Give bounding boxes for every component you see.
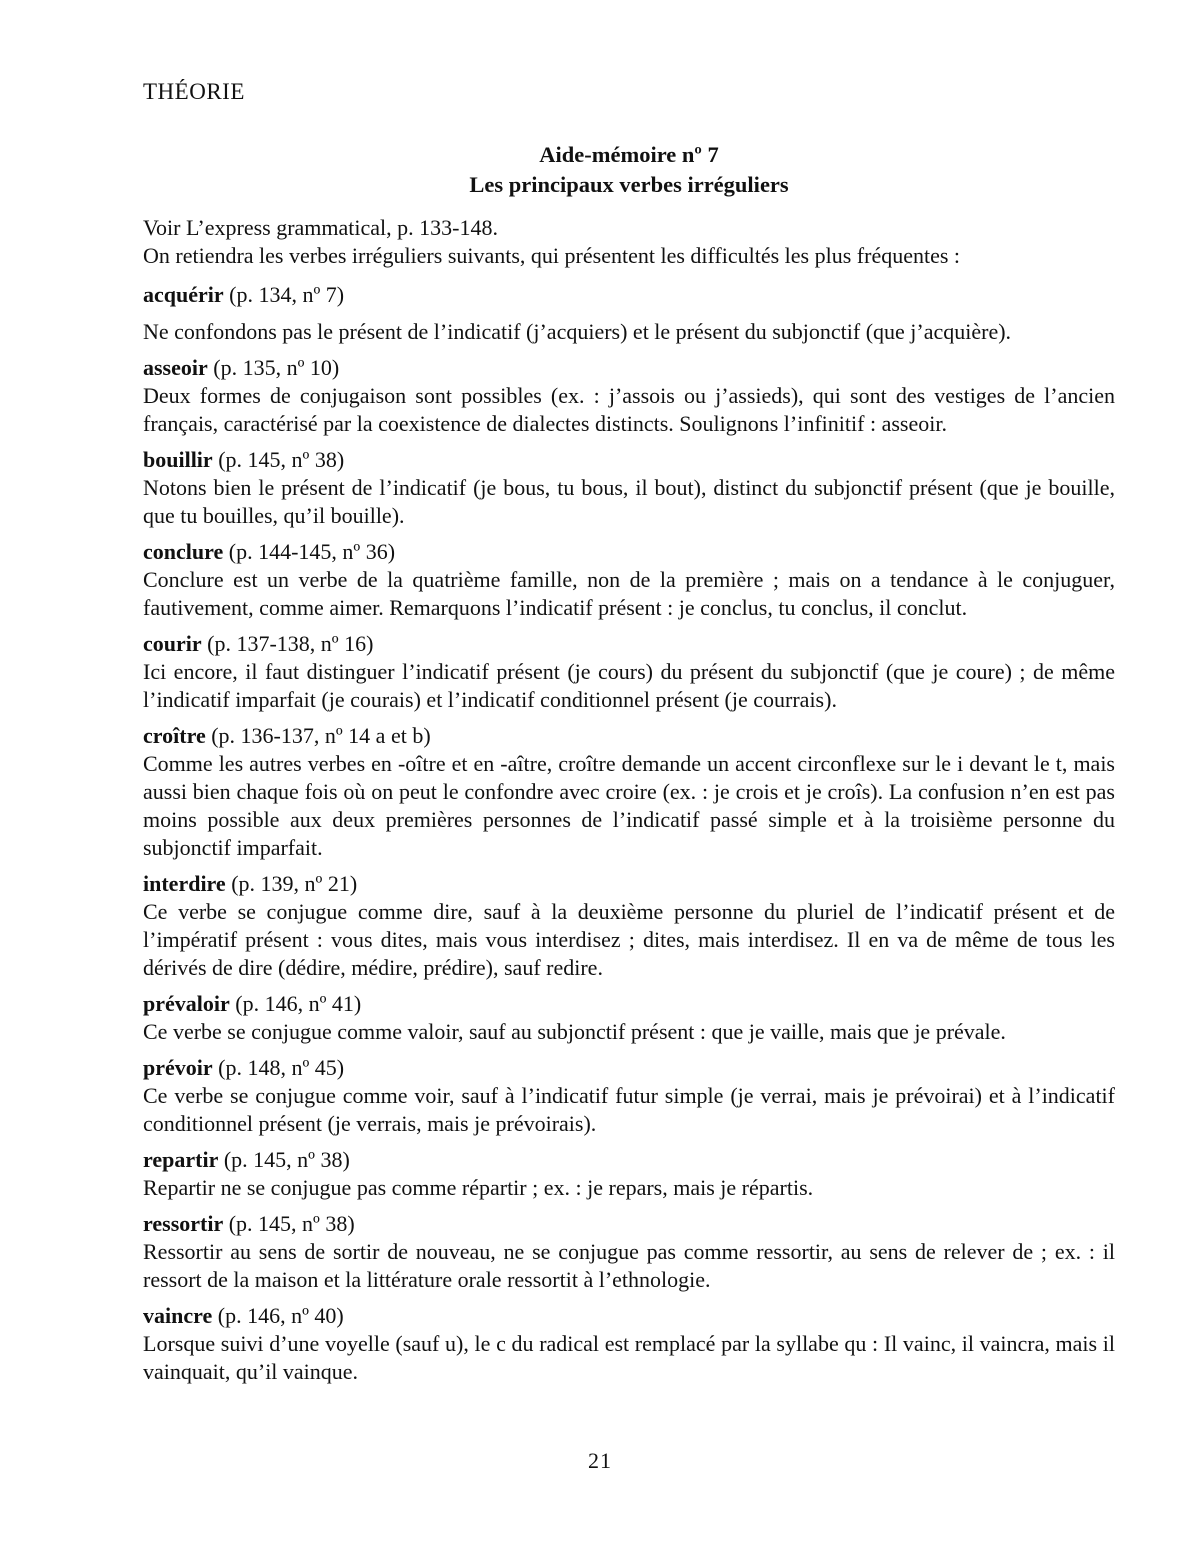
page-reference: (p. 148, nº 45)	[218, 1055, 345, 1081]
entry-heading	[143, 721, 1115, 750]
verb-name: bouillir	[143, 447, 213, 473]
entry-text: Lorsque suivi d’une voyelle (sauf u), le c du radical est remplacé par la syllabe qu : Il vainc, il vaincra, mais il vainquait, qu’il vainque.	[143, 1331, 1115, 1385]
entry-heading	[143, 1053, 1115, 1082]
verb-entry	[143, 280, 1115, 346]
verb-entry	[143, 353, 1115, 438]
verb-name: conclure	[143, 539, 224, 565]
intro-paragraph	[143, 214, 1115, 270]
verb-name: acquérir	[143, 282, 224, 308]
verb-entry	[143, 1053, 1115, 1138]
entry-text: Comme les autres verbes en -oître et en -aître, croître demande un accent circonflexe sur le i devant le t, mais aussi bien chaque fois où on peut le confondre avec croire (ex. : je crois et je croîs). La confusion n’en est pas moins possible aux deux premières personnes de l’indicatif passé simple et à la troisième personne du subjonctif imparfait.	[143, 751, 1115, 861]
page-reference: (p. 137-138, nº 16)	[207, 631, 374, 657]
title-line-2: Les principaux verbes irréguliers	[469, 171, 789, 197]
page-reference: (p. 146, nº 40)	[217, 1303, 344, 1329]
entry-heading	[143, 629, 1115, 658]
entry-text: Deux formes de conjugaison sont possibles (ex. : j’assois ou j’assieds), qui sont des vestiges de l’ancien français, caractérisé par la coexistence de dialectes distincts. Soulignons l’infinitif : asseoir.	[143, 383, 1115, 437]
verb-name: prévoir	[143, 1055, 213, 1081]
document-page	[143, 78, 1115, 1386]
entry-heading	[143, 1209, 1115, 1238]
entry-heading	[143, 1301, 1115, 1330]
intro-line-1: Voir L’express grammatical, p. 133-148.	[143, 215, 498, 241]
entry-heading	[143, 353, 1115, 382]
title-block	[143, 140, 1115, 201]
verb-name: croître	[143, 723, 206, 749]
entry-text: Ce verbe se conjugue comme voir, sauf à l’indicatif futur simple (je verrai, mais je prévoirai) et à l’indicatif conditionnel présent (je verrais, mais je prévoirais).	[143, 1083, 1115, 1137]
verb-name: courir	[143, 631, 202, 657]
entry-text: Notons bien le présent de l’indicatif (je bous, tu bous, il bout), distinct du subjonctif présent (que je bouille, que tu bouilles, qu’il bouille).	[143, 475, 1115, 529]
page-reference: (p. 134, nº 7)	[229, 282, 345, 308]
page-reference: (p. 144-145, nº 36)	[228, 539, 396, 565]
entry-heading	[143, 869, 1115, 898]
verb-name: repartir	[143, 1147, 219, 1173]
entry-text: Ce verbe se conjugue comme dire, sauf à la deuxième personne du pluriel de l’indicatif présent et de l’impératif présent : vous dites, mais vous interdisez ; dites, mais interdisez. Il en va de même de tous les dérivés de dire (dédire, médire, prédire), sauf redire.	[143, 899, 1115, 981]
verb-entry	[143, 445, 1115, 530]
verb-entry	[143, 989, 1115, 1046]
verb-entry	[143, 1301, 1115, 1386]
entry-heading	[143, 445, 1115, 474]
verb-name: ressortir	[143, 1211, 224, 1237]
verb-name: prévaloir	[143, 991, 230, 1017]
verb-name: asseoir	[143, 355, 208, 381]
entry-heading	[143, 280, 1115, 309]
entry-heading	[143, 537, 1115, 566]
entry-text: Ce verbe se conjugue comme valoir, sauf au subjonctif présent : que je vaille, mais que je prévale.	[143, 1019, 1006, 1045]
title-line-1: Aide-mémoire nº 7	[539, 141, 719, 167]
verb-name: vaincre	[143, 1303, 213, 1329]
page-reference: (p. 145, nº 38)	[223, 1147, 350, 1173]
verb-entry	[143, 629, 1115, 714]
verb-entry	[143, 721, 1115, 862]
verb-name: interdire	[143, 871, 226, 897]
entry-text: Ne confondons pas le présent de l’indicatif (j’acquiers) et le présent du subjonctif (que j’acquière).	[143, 319, 1012, 345]
verb-entry	[143, 1145, 1115, 1202]
verb-entry	[143, 1209, 1115, 1294]
page-number: 21	[588, 1448, 612, 1473]
page-reference: (p. 136-137, nº 14 a et b)	[211, 723, 431, 749]
verb-entry	[143, 537, 1115, 622]
verb-entry	[143, 869, 1115, 982]
intro-line-2: On retiendra les verbes irréguliers suivants, qui présentent les difficultés les plus fréquentes :	[143, 243, 961, 269]
entry-heading	[143, 1145, 1115, 1174]
entry-text: Repartir ne se conjugue pas comme répartir ; ex. : je repars, mais je répartis.	[143, 1175, 814, 1201]
page-reference: (p. 146, nº 41)	[235, 991, 362, 1017]
page-reference: (p. 139, nº 21)	[231, 871, 358, 897]
page-reference: (p. 145, nº 38)	[218, 447, 345, 473]
entry-text: Ici encore, il faut distinguer l’indicatif présent (je cours) du présent du subjonctif (que je coure) ; de même l’indicatif imparfait (je courais) et l’indicatif conditionnel présent (je courrais).	[143, 659, 1115, 713]
entry-text: Ressortir au sens de sortir de nouveau, ne se conjugue pas comme ressortir, au sens de relever de ; ex. : il ressort de la maison et la littérature orale ressortit à l’ethnologie.	[143, 1239, 1115, 1293]
section-heading: THÉORIE	[143, 79, 245, 104]
entry-text: Conclure est un verbe de la quatrième famille, non de la première ; mais on a tendance à le conjuguer, fautivement, comme aimer. Remarquons l’indicatif présent : je conclus, tu conclus, il conclut.	[143, 567, 1115, 621]
entry-heading	[143, 989, 1115, 1018]
page-reference: (p. 145, nº 38)	[228, 1211, 355, 1237]
page-reference: (p. 135, nº 10)	[213, 355, 340, 381]
